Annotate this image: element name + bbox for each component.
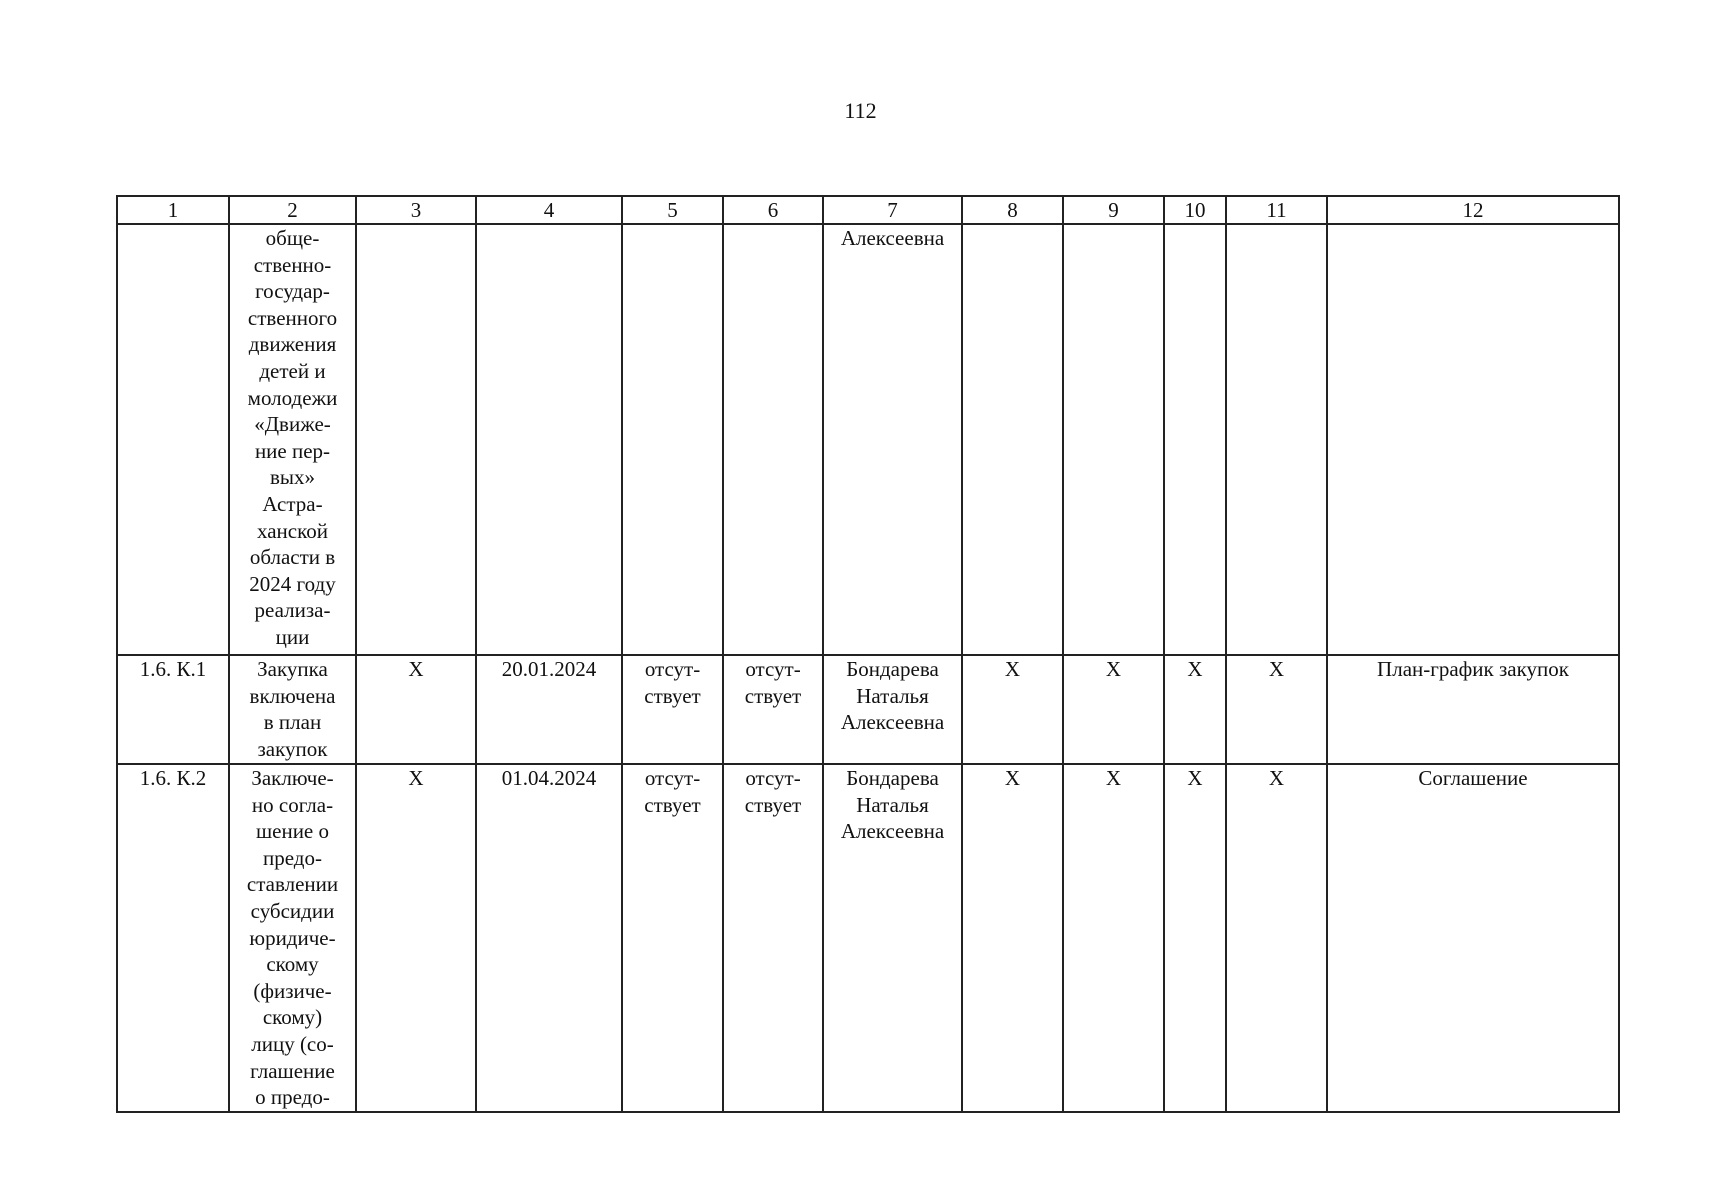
plan-table: [116, 195, 1620, 1113]
cell-col3: [356, 224, 476, 655]
column-number-6: 6: [723, 196, 823, 224]
cell-col8: X: [962, 655, 1063, 764]
cell-responsible: Бондарева Наталья Алексеевна: [823, 764, 962, 1112]
cell-col6: [723, 224, 823, 655]
column-number-12: 12: [1327, 196, 1619, 224]
cell-col9: X: [1063, 655, 1164, 764]
cell-col5: отсут- ствует: [622, 764, 723, 1112]
cell-col5: [622, 224, 723, 655]
column-number-7: 7: [823, 196, 962, 224]
cell-date: 20.01.2024: [476, 655, 622, 764]
cell-col11: X: [1226, 655, 1327, 764]
column-number-row: [117, 196, 1619, 224]
cell-col10: X: [1164, 655, 1226, 764]
cell-document: Соглашение: [1327, 764, 1619, 1112]
column-number-1: 1: [117, 196, 229, 224]
cell-number: 1.6. К.2: [117, 764, 229, 1112]
cell-col6: отсут- ствует: [723, 764, 823, 1112]
cell-name: Заключе- но согла- шение о предо- ставлении субсидии юридиче- скому (физиче- скому) лицу (со- глашение о предо-: [229, 764, 356, 1112]
cell-col3: X: [356, 655, 476, 764]
cell-responsible: Бондарева Наталья Алексеевна: [823, 655, 962, 764]
cell-date: [476, 224, 622, 655]
cell-col10: X: [1164, 764, 1226, 1112]
cell-responsible: Алексеевна: [823, 224, 962, 655]
cell-name: обще- ственно- государ- ственного движения детей и молодежи «Движе- ние пер- вых» Астра- ханской области в 2024 году реализа- ции: [229, 224, 356, 655]
cell-col11: X: [1226, 764, 1327, 1112]
column-number-10: 10: [1164, 196, 1226, 224]
table-row: [117, 764, 1619, 1112]
page-number: 112: [844, 98, 877, 123]
column-number-5: 5: [622, 196, 723, 224]
cell-number: 1.6. К.1: [117, 655, 229, 764]
table-row: [117, 655, 1619, 764]
cell-col5: отсут- ствует: [622, 655, 723, 764]
cell-col11: [1226, 224, 1327, 655]
table-row: [117, 224, 1619, 655]
column-number-4: 4: [476, 196, 622, 224]
cell-date: 01.04.2024: [476, 764, 622, 1112]
cell-col6: отсут- ствует: [723, 655, 823, 764]
column-number-2: 2: [229, 196, 356, 224]
column-number-3: 3: [356, 196, 476, 224]
column-number-9: 9: [1063, 196, 1164, 224]
cell-col8: X: [962, 764, 1063, 1112]
cell-name: Закупка включена в план закупок: [229, 655, 356, 764]
cell-col8: [962, 224, 1063, 655]
cell-col9: [1063, 224, 1164, 655]
column-number-8: 8: [962, 196, 1063, 224]
cell-document: [1327, 224, 1619, 655]
column-number-11: 11: [1226, 196, 1327, 224]
cell-col9: X: [1063, 764, 1164, 1112]
cell-col10: [1164, 224, 1226, 655]
cell-document: План-график закупок: [1327, 655, 1619, 764]
cell-number: [117, 224, 229, 655]
cell-col3: X: [356, 764, 476, 1112]
